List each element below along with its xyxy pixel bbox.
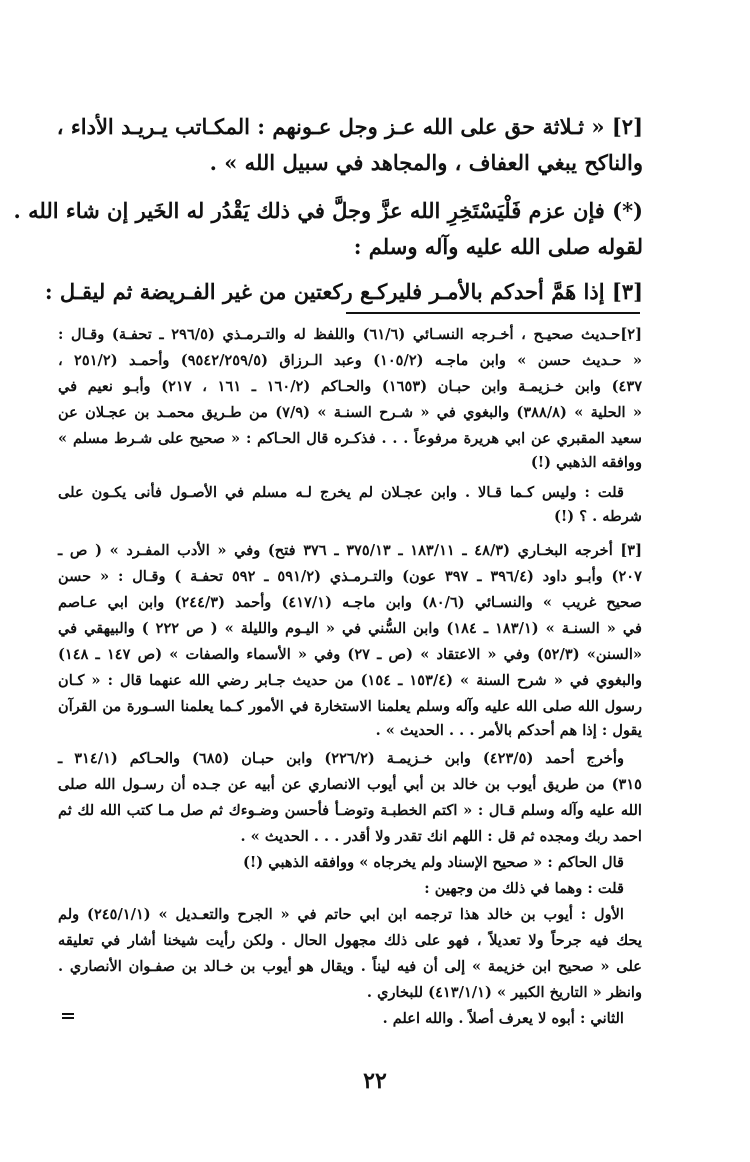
- footnote-line: ٣١٥) من طريق أيوب بن خالد بن أبي أيوب الانصاري عن أبيه عن جـده أن رسـول الله صلى: [58, 776, 642, 793]
- footnote-line: قال الحاكم : « صحيح الإسناد ولم يخرجاه » ووافقه الذهبي (!): [243, 854, 624, 871]
- footnote-line: صحيح غريب » والنسـائي (٨٠/٦) وابن ماجـه (٤١٧/١) وأحمد (٢٤٤/٣) وابن ابي عـاصم: [58, 594, 642, 611]
- footnote-line: ٢٠٧) وأبـو داود (٣٩٦/٤ ـ ٣٩٧ عون) والتـرمـذي (٥٩١/٢ ـ ٥٩٢ تحفـة ) وقـال : « حسن: [58, 568, 642, 585]
- footnote-separator: [346, 312, 640, 314]
- footnote-line: «السنن» (٥٢/٣) وفي « الاعتقاد » (ص ـ ٢٧) وفي « الأسماء والصفات » (ص ١٤٧ ـ ١٤٨): [58, 646, 643, 663]
- footnote-line: [٢]حـديث صحيـح ، أخـرجه النسـائي (٦١/٦) واللفظ له والتـرمـذي (٢٩٦/٥ ـ تحفـة) وقـال :: [58, 326, 642, 343]
- main-text-line: [٣] إذا هَمَّ أحدكم بالأمـر فليركـع ركعتين من غير الفـريضة ثم ليقـل :: [44, 279, 643, 304]
- footnote-line: شرطه . ؟ (!): [553, 508, 642, 525]
- footnote-line: قلت : وليس كـما قـالا . وابن عجـلان لم يخرج لـه مسلم في الأصـول فأنى يكـون على: [58, 484, 624, 501]
- footnote-line: قلت : وهما في ذلك من وجهين :: [424, 880, 624, 897]
- footnote-line: سعيد المقبري عن ابي هريرة مرفوعاً . . . فذكـره قال الحـاكم : « صحيح على شـرط مسلم »: [58, 430, 642, 447]
- footnote-line: احمد ربك ومجده ثم قل : اللهم انك تقدر ولا أقدر . . . الحديث » .: [240, 828, 642, 845]
- main-text-line: والناكح يبغي العفاف ، والمجاهد في سبيل الله » .: [209, 150, 643, 175]
- footnote-line: الله عليه وآله وسلم قـال : « اكتم الخطبـة وتوضـأ فأحسن وضـوءك ثم صل مـا كتب الله لك ثم: [58, 802, 642, 819]
- footnote-line: على « صحيح ابن خزيمة » إلى أن فيه ليناً . ويقال هو أيوب بن خـالد بن صفـوان الأنصاري .: [58, 958, 642, 975]
- main-text-line: [٢] « ثـلاثة حق على الله عـز وجل عـونهم : المكـاتب يـريـد الأداء ،: [56, 114, 643, 139]
- footnote-line: يقول : إذا هم أحدكم بالأمر . . . الحديث » .: [375, 722, 642, 739]
- margin-mark: [62, 1017, 74, 1019]
- footnote-line: ووافقه الذهبي (!): [530, 454, 642, 471]
- footnote-line: يحك فيه جرحاً ولا تعديلاً ، فهو على ذلك مجهول الحال . ولكن رأيت شيخنا أشار في تعليقه: [58, 932, 642, 949]
- main-text-line: لقوله صلى الله عليه وآله وسلم :: [353, 234, 643, 259]
- footnote-line: الثاني : أبوه لا يعرف أصلاً . والله اعلم .: [382, 1010, 624, 1027]
- footnote-line: ٤٣٧) وابن خـزيمـة وابن حبـان (١٦٥٣) والحـاكم (١٦٠/٢ ـ ١٦١ ، ٢١٧) وأبـو نعيم في: [58, 378, 643, 395]
- main-text-line: (*) فإن عزم فَلْيَسْتَخِرِ الله عزَّ وجلَّ في ذلك يَقْدُر له الخَير إن شاء الله .: [13, 198, 643, 223]
- footnote-line: وانظر « التاريخ الكبير » (٤١٣/١/١) للبخاري .: [366, 984, 642, 1001]
- margin-mark: [62, 1013, 74, 1015]
- footnote-line: الأول : أيوب بن خالد هذا ترجمه ابن ابي حاتم في « الجرح والتعـديل » (٢٤٥/١/١) ولم: [58, 906, 624, 923]
- footnote-line: رسول الله صلى الله عليه وآله وسلم يعلمنا الاستخارة في الأمور كـما يعلمنا السـورة من القرآن: [58, 698, 642, 715]
- footnote-line: « حـديث حسن » وابن ماجـه (١٠٥/٢) وعبد الـرزاق (٩٥٤٢/٢٥٩/٥) وأحمـد (٢٥١/٢ ،: [58, 352, 642, 369]
- footnote-line: والبغوي في « شرح السنة » (١٥٣/٤ ـ ١٥٤) من حديث جـابر رضي الله عنهما قال : « كـان: [58, 672, 642, 689]
- footnote-line: في « السنـة » (١٨٣/١ ـ ١٨٤) وابن السُّني في « اليـوم والليلة » ( ص ٢٢٢ ) والبيهقي في: [58, 620, 643, 637]
- footnote-line: وأخرج أحمد (٤٢٣/٥) وابن خـزيمـة (٢٢٦/٢) وابن حبـان (٦٨٥) والحـاكم (٣١٤/١ ـ: [58, 750, 624, 767]
- footnote-line: « الحلية » (٣٨٨/٨) والبغوي في « شـرح السنـة » (٧/٩) من طـريق محمـد بن عجـلان عن: [58, 404, 643, 421]
- footnote-line: [٣] أخرجه البخـاري (٤٨/٣ ـ ١٨٣/١١ ـ ٣٧٥/١٣ ـ ٣٧٦ فتح) وفي « الأدب المفـرد » ( ص ـ: [58, 542, 643, 559]
- page-number: ٢٢: [363, 1068, 387, 1094]
